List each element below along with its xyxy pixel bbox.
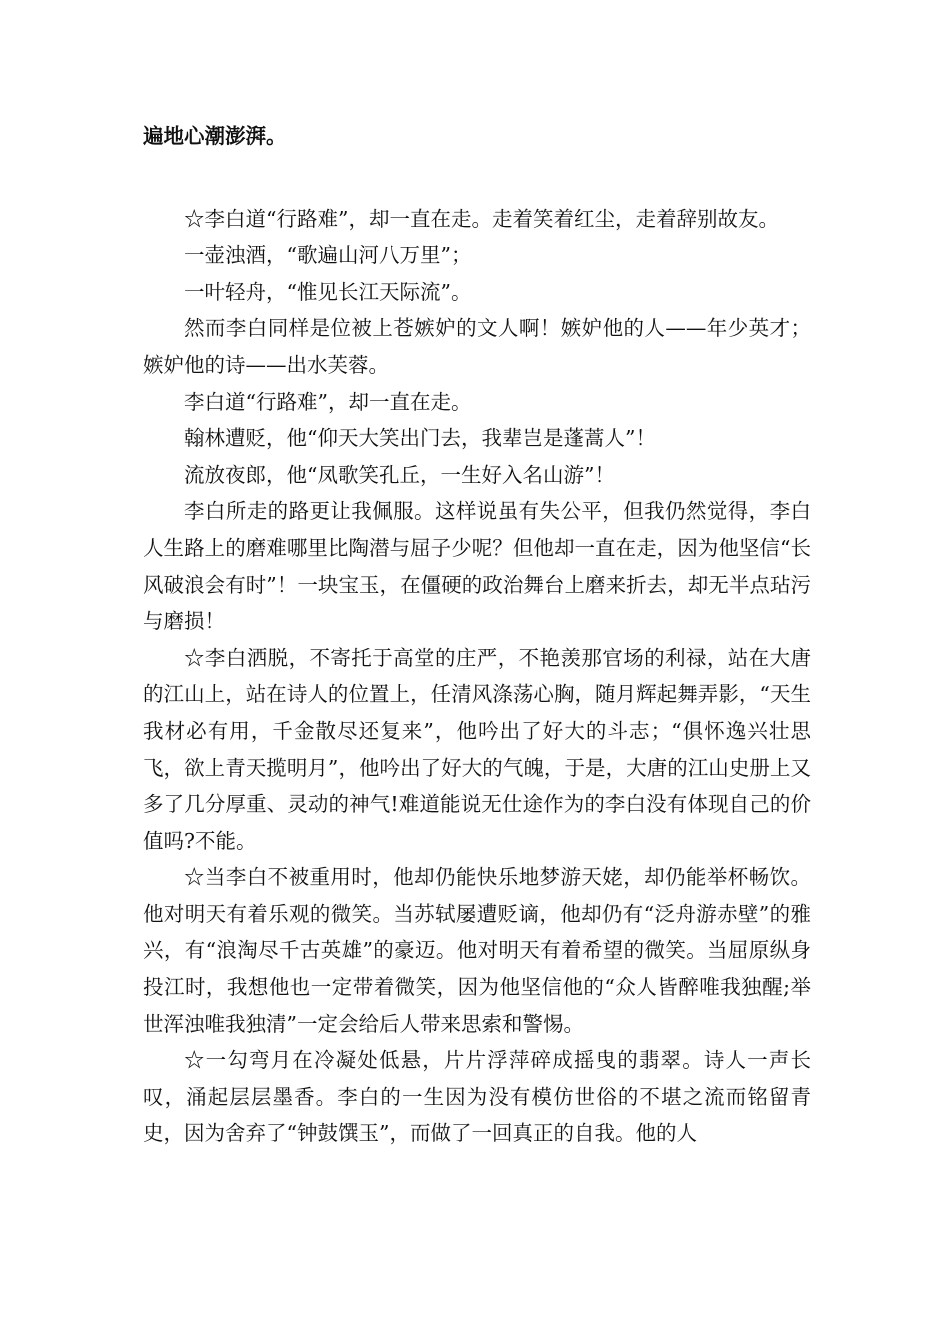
paragraph-10: ☆当李白不被重用时，他却仍能快乐地梦游天姥，却仍能举杯畅饮。他对明天有着乐观的微笑。当苏轼屡遭贬谪，他却仍有“泛舟游赤壁”的雅兴，有“浪淘尽千古英雄”的豪迈。他对明天有着希望的微笑。当屈原纵身投江时，我想他也一定带着微笑，因为他坚信他的“众人皆醉唯我独醒;举世浑浊唯我独清”一定会给后人带来思索和警惕。 [143,865,811,1036]
paragraph-4: 然而李白同样是位被上苍嫉妒的文人啊！嫉妒他的人——年少英才；嫉妒他的诗——出水芙蓉。 [143,316,811,377]
paragraph-6: 翰林遭贬，他“仰天大笑出门去，我辈岂是蓬蒿人”！ [184,426,656,451]
paragraph-5: 李白道“行路难”，却一直在走。 [184,389,472,414]
document-page [143,118,811,1152]
paragraph-2: 一壶浊酒，“歌遍山河八万里”； [184,243,472,268]
paragraph-3: 一叶轻舟，“惟见长江天际流”。 [184,279,472,304]
paragraph-8: 李白所走的路更让我佩服。这样说虽有失公平，但我仍然觉得，李白人生路上的磨难哪里比陶潜与屈子少呢？但他却一直在走，因为他坚信“长风破浪会有时”！一块宝玉，在僵硬的政治舞台上磨来折去，却无半点玷污与磨损！ [143,499,811,634]
paragraph-7: 流放夜郎，他“凤歌笑孔丘，一生好入名山游”！ [184,462,615,487]
paragraph-1: ☆李白道“行路难”，却一直在走。走着笑着红尘，走着辞别故友。 [184,206,779,231]
opening-line: 遍地心潮澎湃。 [143,124,287,148]
paragraph-gap [143,155,811,201]
paragraph-11: ☆一勾弯月在冷凝处低悬，片片浮萍碎成摇曳的翡翠。诗人一声长叹，涌起层层墨香。李白的一生因为没有模仿世俗的不堪之流而铭留青史，因为舍弃了“钟鼓馔玉”，而做了一回真正的自我。他的人 [143,1048,811,1146]
paragraph-9: ☆李白洒脱，不寄托于高堂的庄严，不艳羡那官场的利禄，站在大唐的江山上，站在诗人的位置上，任清风涤荡心胸，随月辉起舞弄影，“天生我材必有用，千金散尽还复来”，他吟出了好大的斗志；“俱怀逸兴壮思飞，欲上青天揽明月”，他吟出了好大的气魄，于是，大唐的江山史册上又多了几分厚重、灵动的神气!难道能说无仕途作为的李白没有体现自己的价值吗?不能。 [143,645,811,853]
